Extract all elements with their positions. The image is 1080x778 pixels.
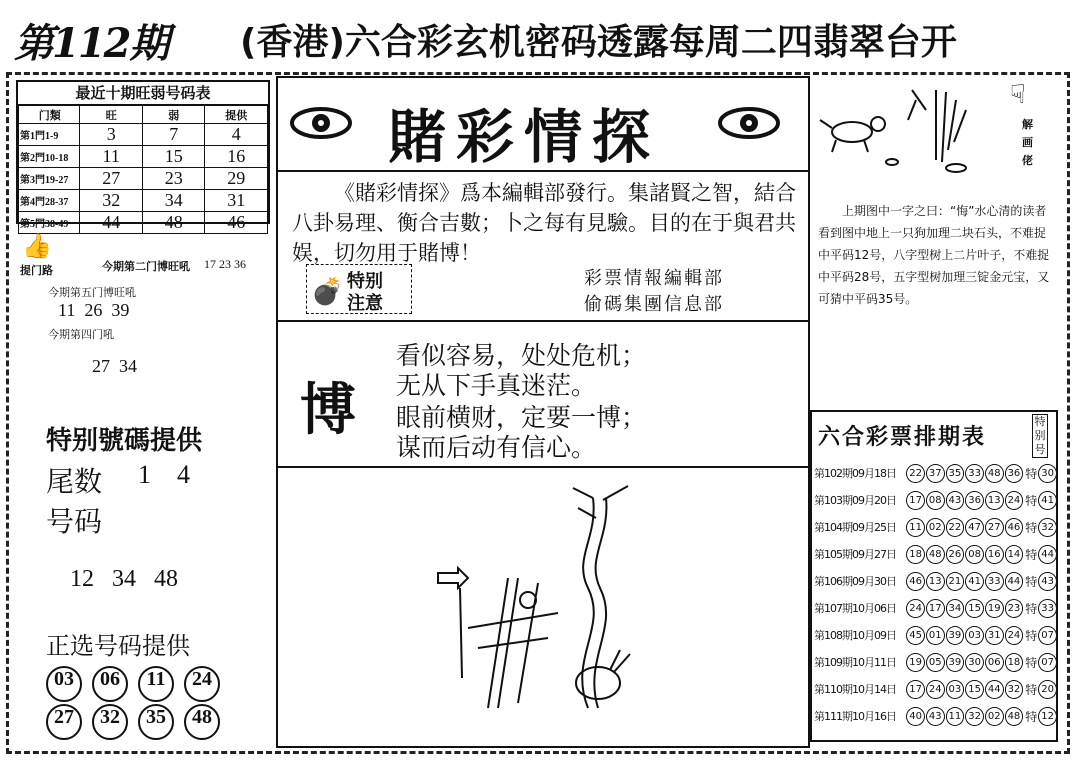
draw-ball: 23: [1005, 599, 1024, 618]
special-ball: 20: [1038, 680, 1057, 699]
draw-label: 第102期09月18日: [814, 467, 896, 480]
special-mark: 特: [1025, 601, 1038, 616]
draw-ball: 27: [985, 518, 1004, 537]
riddle-side-label: 解画佬: [1022, 118, 1033, 167]
draw-ball: 18: [1005, 653, 1024, 672]
poem-line: 无从下手真迷茫。: [396, 371, 597, 400]
col-header: 提供: [205, 106, 268, 124]
draw-ball: 22: [906, 464, 925, 483]
draw-ball: 01: [926, 626, 945, 645]
draw-ball: 32: [965, 707, 984, 726]
draw-ball: 35: [946, 464, 965, 483]
draw-ball: 31: [985, 626, 1004, 645]
cell-ruo: 15: [142, 146, 205, 168]
schedule-tag: 特别号: [1032, 414, 1048, 458]
special-numbers: 12 34 48: [70, 566, 178, 592]
tail-values: 1 4: [138, 460, 190, 489]
tip-line-1-label: 今期第二门博旺吼: [102, 260, 190, 273]
draw-ball: 08: [926, 491, 945, 510]
draw-ball: 40: [906, 707, 925, 726]
draw-ball: 17: [906, 680, 925, 699]
row-label: 第4門28-37: [19, 190, 80, 212]
draw-ball: 13: [985, 491, 1004, 510]
col-header: 弱: [142, 106, 205, 124]
masthead-title: 賭彩情探: [388, 103, 661, 171]
draw-ball: 02: [926, 518, 945, 537]
col-header: 门類: [19, 106, 80, 124]
schedule-row: [814, 622, 1058, 648]
left-column: [14, 80, 276, 740]
intro-section: [278, 172, 808, 322]
draw-ball: 06: [985, 653, 1004, 672]
draw-label: 第105期09月27日: [814, 548, 896, 561]
schedule-row: [814, 487, 1058, 513]
draw-ball: 48: [985, 464, 1004, 483]
eye-icon: [718, 104, 780, 142]
number-label: 号码: [46, 505, 103, 538]
draw-label: 第104期09月25日: [814, 521, 896, 534]
schedule-row: [814, 460, 1058, 486]
draw-ball: 37: [926, 464, 945, 483]
riddle-illustration: [816, 80, 986, 190]
schedule-row: [814, 514, 1058, 540]
intro-paragraph: 《賭彩情探》爲本編輯部發行。集諸賢之智，結合八卦易理、衡合吉數；卜之每有見驗。目的在于與君共娱，切勿用于賭博！: [292, 181, 796, 265]
notice-box: [306, 264, 412, 314]
special-heading: 特别號碼提供: [46, 426, 203, 456]
history-table-box: [16, 80, 270, 232]
draw-ball: 46: [1005, 518, 1024, 537]
draw-label: 第109期10月11日: [814, 656, 896, 669]
tip-line-3-nums: 27 34: [92, 356, 137, 376]
tip-line-3-label: 今期第四门吼: [48, 328, 114, 341]
tip-line-1-nums: 17 23 36: [204, 257, 246, 271]
poem-section: [278, 322, 808, 468]
draw-ball: 36: [965, 491, 984, 510]
draw-ball: 39: [946, 653, 965, 672]
draw-ball: 08: [965, 545, 984, 564]
draw-ball: 18: [906, 545, 925, 564]
bomb-icon: 💣: [311, 277, 344, 307]
draw-ball: 03: [965, 626, 984, 645]
org-1: 彩票情報編輯部: [584, 268, 724, 289]
special-ball: 07: [1038, 653, 1057, 672]
selection-ball: 03: [46, 666, 82, 702]
special-ball: 41: [1038, 491, 1057, 510]
schedule-row: [814, 676, 1058, 702]
tip-line-2-nums: 11 26 39: [58, 300, 130, 320]
draw-label: 第110期10月14日: [814, 683, 896, 696]
special-mark: 特: [1025, 574, 1038, 589]
selection-ball: 35: [138, 704, 174, 740]
masthead: [278, 78, 808, 172]
draw-ball: 22: [946, 518, 965, 537]
special-mark: 特: [1025, 547, 1038, 562]
table-row: [19, 190, 268, 212]
draw-ball: 43: [926, 707, 945, 726]
schedule-row: [814, 703, 1058, 729]
draw-label: 第107期10月06日: [814, 602, 896, 615]
center-column: [276, 76, 810, 748]
draw-ball: 34: [946, 599, 965, 618]
riddle-text: 上期图中一字之曰：“悔”水心清的读者看到图中地上一只狗加理二块石头，不难捉中平码12号，八字型树上二片叶子，不难捉中平码28号，五字型树加理三锭金元宝，又可猜中平码35号。: [818, 204, 1050, 306]
draw-ball: 15: [965, 680, 984, 699]
selection-row-2: [46, 704, 230, 740]
table-row: [19, 146, 268, 168]
special-mark: 特: [1025, 655, 1038, 670]
schedule-row: [814, 541, 1058, 567]
org-2: 偷碼集團信息部: [584, 294, 724, 315]
cell-tigong: 46: [205, 212, 268, 234]
special-ball: 07: [1038, 626, 1057, 645]
special-mark: 特: [1025, 493, 1038, 508]
cell-tigong: 16: [205, 146, 268, 168]
special-mark: 特: [1025, 466, 1038, 481]
draw-ball: 26: [946, 545, 965, 564]
row-label: 第1門1-9: [19, 124, 80, 146]
draw-label: 第106期09月30日: [814, 575, 896, 588]
table-row: [19, 212, 268, 234]
selection-ball: 27: [46, 704, 82, 740]
draw-ball: 39: [946, 626, 965, 645]
cell-wang: 11: [80, 146, 143, 168]
cell-wang: 44: [80, 212, 143, 234]
history-table: [18, 105, 268, 234]
tail-label: 尾数: [46, 465, 103, 498]
draw-ball: 24: [906, 599, 925, 618]
schedule-box: [810, 410, 1058, 742]
issue-label: 第112期: [14, 20, 168, 67]
poem-line: 眼前横财，定要一博；: [396, 403, 647, 432]
selection-ball: 11: [138, 666, 174, 702]
draw-ball: 33: [965, 464, 984, 483]
thumbs-up-icon: 👍: [22, 232, 52, 260]
draw-ball: 16: [985, 545, 1004, 564]
header: [0, 0, 1080, 70]
poem-line: 谋而后动有信心。: [396, 433, 597, 462]
right-column: [810, 76, 1058, 744]
cell-wang: 32: [80, 190, 143, 212]
special-ball: 33: [1038, 599, 1057, 618]
draw-label: 第111期10月16日: [814, 710, 896, 723]
draw-ball: 19: [906, 653, 925, 672]
table-row: [19, 124, 268, 146]
page-title: (香港)六合彩玄机密码透露每周二四翡翠台开: [240, 22, 957, 63]
schedule-row: [814, 568, 1058, 594]
draw-ball: 44: [1005, 572, 1024, 591]
draw-ball: 36: [1005, 464, 1024, 483]
draw-ball: 21: [946, 572, 965, 591]
draw-ball: 33: [985, 572, 1004, 591]
hand-label: 提门路: [20, 264, 53, 277]
draw-ball: 05: [926, 653, 945, 672]
cell-wang: 3: [80, 124, 143, 146]
tip-line-2-label: 今期第五门博旺吼: [48, 286, 136, 299]
draw-ball: 46: [906, 572, 925, 591]
puzzle-illustration: [398, 478, 658, 728]
draw-ball: 43: [946, 491, 965, 510]
row-label: 第2門10-18: [19, 146, 80, 168]
special-ball: 32: [1038, 518, 1057, 537]
special-mark: 特: [1025, 682, 1038, 697]
special-ball: 44: [1038, 545, 1057, 564]
draw-ball: 47: [965, 518, 984, 537]
draw-ball: 19: [985, 599, 1004, 618]
pointing-hand-icon: ☟: [1010, 80, 1026, 110]
special-ball: 43: [1038, 572, 1057, 591]
draw-ball: 48: [1005, 707, 1024, 726]
selection-heading: 正选号码提供: [46, 632, 190, 660]
draw-ball: 30: [965, 653, 984, 672]
cell-wang: 27: [80, 168, 143, 190]
history-table-title: 最近十期旺弱号码表: [18, 82, 268, 105]
draw-ball: 17: [926, 599, 945, 618]
cell-ruo: 23: [142, 168, 205, 190]
poem-line: 看似容易，处处危机；: [396, 341, 647, 370]
draw-label: 第108期10月09日: [814, 629, 896, 642]
selection-ball: 06: [92, 666, 128, 702]
special-ball: 12: [1038, 707, 1057, 726]
schedule-row: [814, 649, 1058, 675]
draw-ball: 24: [926, 680, 945, 699]
notice-label-1: 特别: [347, 271, 383, 292]
cell-tigong: 31: [205, 190, 268, 212]
draw-ball: 02: [985, 707, 1004, 726]
row-label: 第5門38-49: [19, 212, 80, 234]
draw-ball: 03: [946, 680, 965, 699]
notice-label-2: 注意: [347, 293, 383, 314]
col-header: 旺: [80, 106, 143, 124]
draw-ball: 32: [1005, 680, 1024, 699]
special-mark: 特: [1025, 709, 1038, 724]
special-mark: 特: [1025, 520, 1038, 535]
table-row: [19, 168, 268, 190]
draw-ball: 24: [1005, 626, 1024, 645]
cell-tigong: 29: [205, 168, 268, 190]
cell-ruo: 48: [142, 212, 205, 234]
schedule-title: 六合彩票排期表: [818, 425, 987, 450]
selection-row-1: [46, 666, 230, 702]
eye-icon: [290, 104, 352, 142]
draw-ball: 45: [906, 626, 925, 645]
cell-tigong: 4: [205, 124, 268, 146]
cell-ruo: 7: [142, 124, 205, 146]
draw-label: 第103期09月20日: [814, 494, 896, 507]
draw-ball: 11: [906, 518, 925, 537]
special-ball: 30: [1038, 464, 1057, 483]
draw-ball: 14: [1005, 545, 1024, 564]
schedule-row: [814, 595, 1058, 621]
draw-ball: 41: [965, 572, 984, 591]
draw-ball: 13: [926, 572, 945, 591]
draw-ball: 48: [926, 545, 945, 564]
draw-ball: 17: [906, 491, 925, 510]
cell-ruo: 34: [142, 190, 205, 212]
row-label: 第3門19-27: [19, 168, 80, 190]
draw-ball: 44: [985, 680, 1004, 699]
special-mark: 特: [1025, 628, 1038, 643]
draw-ball: 24: [1005, 491, 1024, 510]
selection-ball: 32: [92, 704, 128, 740]
draw-ball: 15: [965, 599, 984, 618]
selection-ball: 48: [184, 704, 220, 740]
draw-ball: 11: [946, 707, 965, 726]
schedule-rows: [814, 460, 1058, 740]
selection-ball: 24: [184, 666, 220, 702]
history-table-header: [19, 106, 268, 124]
poem-big-char: 博: [300, 377, 356, 443]
